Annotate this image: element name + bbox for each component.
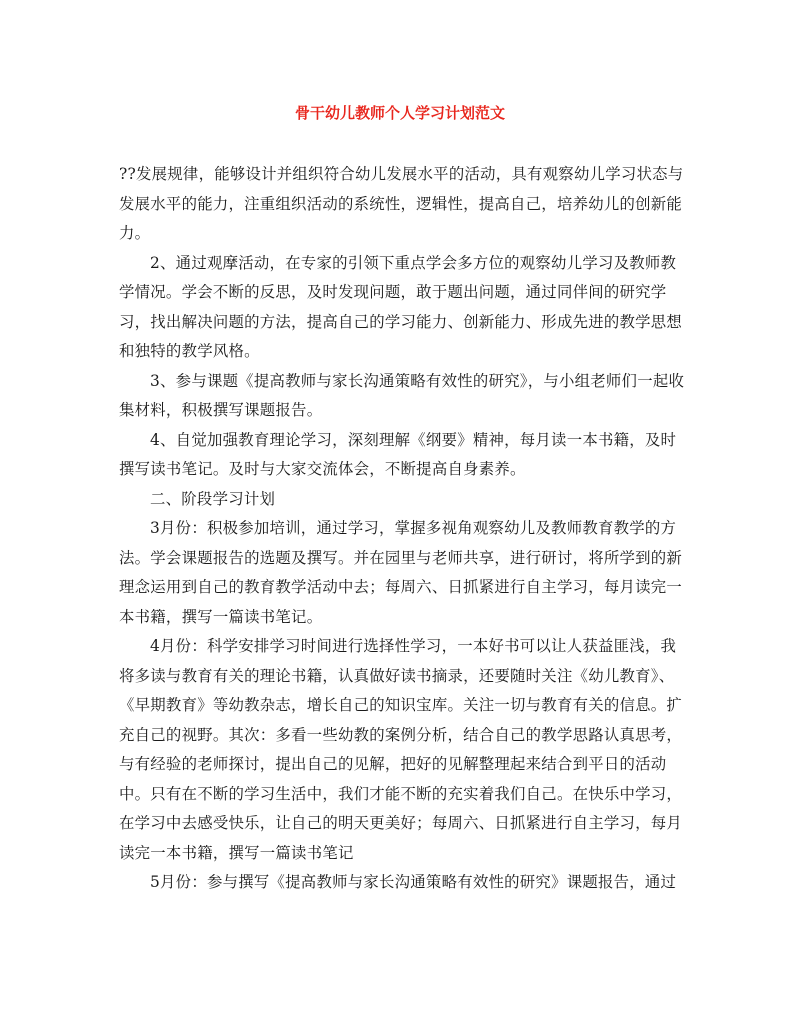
section-heading-stage-plan: 二、阶段学习计划 <box>150 489 276 508</box>
paragraph-april: 4月份：科学安排学习时间进行选择性学习，一本好书可以让人获益匪浅，我将多读与教育有关的理论书籍，认真做好读书摘录，还要随时关注《幼儿教育》、《早期教育》等幼教杂志，增长自己的知识宝库。关注一切与教育有关的信息。扩充自己的视野。其次：多看一些幼教的案例分析，结合自己的教学思路认真思考，与有经验的老师探讨，提出自己的见解，把好的见解整理起来结合到平日的活动中。只有在不断的学习生活中，我们才能不断的充实着我们自己。在快乐中学习，在学习中去感受快乐，让自己的明天更美好；每周六、日抓紧进行自主学习，每月读完一本书籍，撰写一篇读书笔记 <box>119 637 683 862</box>
document-body <box>119 160 687 898</box>
paragraph-item-4: 4、自觉加强教育理论学习，深刻理解《纲要》精神，每月读一本书籍，及时撰写读书笔记。及时与大家交流体会，不断提高自身素养。 <box>119 430 677 478</box>
document-title: 骨干幼儿教师个人学习计划范文 <box>294 104 505 122</box>
paragraph-item-2: 2、通过观摩活动，在专家的引领下重点学会多方位的观察幼儿学习及教师教学情况。学会不断的反思，及时发现问题，敢于题出问题，通过同伴间的研究学习，找出解决问题的方法，提高自己的学习能力、创新能力、形成先进的教学思想和独特的教学风格。 <box>119 253 683 360</box>
paragraph-march: 3月份：积极参加培训，通过学习，掌握多视角观察幼儿及教师教育教学的方法。学会课题报告的选题及撰写。并在园里与老师共享，进行研讨，将所学到的新理念运用到自己的教育教学活动中去；每周六、日抓紧进行自主学习，每月读完一本书籍，撰写一篇读书笔记。 <box>119 519 683 626</box>
paragraph-continuation: ??发展规律，能够设计并组织符合幼儿发展水平的活动，具有观察幼儿学习状态与发展水平的能力，注重组织活动的系统性，逻辑性，提高自己，培养幼儿的创新能力。 <box>119 165 684 242</box>
paragraph-item-3: 3、参与课题《提高教师与家长沟通策略有效性的研究》，与小组老师们一起收集材料，积极撰写课题报告。 <box>119 371 685 419</box>
paragraph-may: 5月份：参与撰写《提高教师与家长沟通策略有效性的研究》课题报告，通过 <box>150 873 677 891</box>
